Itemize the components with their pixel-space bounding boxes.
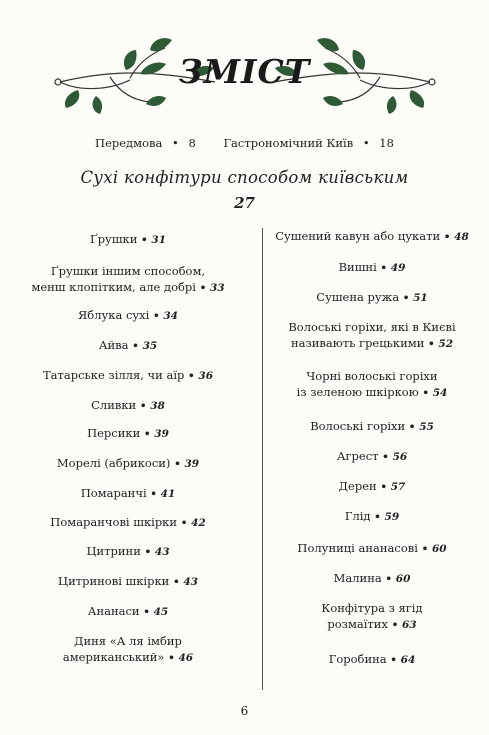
toc-entry[interactable] [6, 337, 250, 354]
toc-entry[interactable] [262, 289, 482, 306]
toc-entry[interactable] [6, 425, 250, 442]
toc-page-number: • 36 [184, 370, 214, 382]
toc-entry[interactable] [6, 231, 250, 248]
toc-page-number: • 59 [370, 511, 400, 523]
toc-page-number: • 38 [136, 400, 165, 412]
section-title: Сухі конфітури способом київським [80, 168, 409, 187]
toc-entry-title: Полуниці ананасові • 60 [297, 541, 447, 555]
toc-page-number: • 42 [177, 517, 206, 529]
toc-entry-title: Ананаси • 45 [87, 604, 169, 618]
toc-entry-title: Татарське зілля, чи аїр • 36 [42, 368, 214, 382]
toc-entry-title: Волоські горіхи, які в Києві [288, 320, 456, 334]
toc-entry[interactable] [6, 263, 250, 296]
toc-entry-title: Ґрушки • 31 [89, 232, 167, 246]
page-number: 6 [240, 704, 249, 718]
toc-page-number: • 45 [139, 606, 169, 618]
toc-entry-title: Помаранчові шкірки • 42 [50, 515, 206, 529]
toc-entry[interactable] [262, 478, 482, 495]
toc-entry[interactable] [262, 319, 482, 352]
toc-page-number: • 56 [378, 451, 408, 463]
toc-page-number: • 35 [128, 340, 158, 352]
toc-entry[interactable] [6, 307, 250, 324]
toc-entry[interactable] [6, 397, 250, 414]
toc-entry-title: Яблука сухі • 34 [77, 308, 178, 322]
toc-entry-title: Дерен • 57 [338, 479, 406, 493]
intro-entry: Передмова • 8 [95, 136, 196, 150]
toc-entry-title: Волоські горіхи • 55 [310, 419, 434, 433]
toc-page-number: • 39 [140, 428, 169, 440]
toc-page-number: • 64 [386, 654, 416, 666]
toc-entry-title: Сушена ружа • 51 [316, 290, 428, 304]
toc-entry[interactable] [6, 543, 250, 560]
toc-page-number: • 46 [164, 652, 194, 664]
toc-entry-title: Цитринові шкірки • 43 [58, 574, 198, 588]
toc-page-number: • 63 [387, 619, 417, 631]
toc-entry[interactable] [6, 485, 250, 502]
toc-entry[interactable] [262, 418, 482, 435]
toc-entry[interactable] [262, 508, 482, 525]
toc-entry-title: Глід • 59 [344, 509, 400, 523]
toc-entry-title: Айва • 35 [98, 338, 158, 352]
toc-entry[interactable] [6, 514, 250, 531]
toc-entry[interactable] [6, 603, 250, 620]
intro-line [0, 136, 489, 150]
toc-entry[interactable] [262, 540, 482, 557]
toc-page-number: • 60 [417, 543, 447, 555]
toc-page-number: • 57 [376, 481, 406, 493]
toc-entry-title: Агрест • 56 [336, 449, 408, 463]
toc-page-number: • 49 [376, 262, 406, 274]
toc-page-number: • 51 [399, 292, 428, 304]
toc-entry[interactable] [262, 228, 482, 245]
toc-page-number: • 39 [170, 458, 200, 470]
toc-entry[interactable] [6, 367, 250, 384]
toc-entry-title: Морелі (абрикоси) • 39 [56, 456, 200, 470]
toc-entry-title: Вишні • 49 [338, 260, 406, 274]
toc-entry-title: Диня «А ля імбир [74, 634, 182, 648]
toc-entry-title: Цитрини • 43 [86, 544, 170, 558]
toc-entry[interactable] [262, 570, 482, 587]
toc-entry-title: Сливки • 38 [91, 398, 165, 412]
toc-page-number: • 33 [195, 282, 225, 294]
toc-entry-title-cont: американський» • 46 [62, 650, 194, 664]
toc-page-number: • 48 [440, 231, 469, 243]
toc-entry-title: Горобина • 64 [328, 652, 416, 666]
toc-page-number: • 60 [381, 573, 411, 585]
toc-entry-title: Ґрушки іншим способом, [50, 264, 206, 278]
section-page-number: 27 [234, 194, 255, 212]
intro-entry: Гастрономічний Київ • 18 [223, 136, 394, 150]
toc-entry[interactable] [6, 573, 250, 590]
toc-page-number: • 41 [146, 488, 176, 500]
toc-entry-title-cont: із зеленою шкіркою • 54 [296, 385, 448, 399]
toc-entry[interactable] [262, 259, 482, 276]
toc-entry-title: Малина • 60 [333, 571, 411, 585]
toc-page-number: • 31 [137, 234, 167, 246]
toc-entry[interactable] [6, 455, 250, 472]
toc-entry-title: Конфітура з ягід [321, 601, 423, 615]
toc-entry-title: Сушений кавун або цукати • 48 [275, 229, 469, 243]
toc-page-number: • 43 [140, 546, 170, 558]
toc-entry-title: Персики • 39 [87, 426, 169, 440]
toc-page-number: • 43 [169, 576, 198, 588]
page-title: ЗМІСТ [178, 52, 311, 91]
toc-page-number: • 52 [424, 338, 454, 350]
toc-entry-title-cont: розмаїтих • 63 [327, 617, 417, 631]
toc-entry[interactable] [262, 448, 482, 465]
toc-entry-title-cont: менш клопітким, але добрі • 33 [31, 280, 225, 294]
toc-entry-title-cont: називають грецькими • 52 [290, 336, 454, 350]
toc-page-number: • 34 [149, 310, 178, 322]
toc-entry[interactable] [6, 633, 250, 666]
toc-entry-title: Помаранчі • 41 [80, 486, 176, 500]
toc-page-number: • 54 [418, 387, 448, 399]
toc-entry[interactable] [262, 651, 482, 668]
toc-entry-title: Чорні волоські горіхи [306, 369, 438, 383]
toc-entry[interactable] [262, 600, 482, 633]
toc-page-number: • 55 [405, 421, 434, 433]
toc-entry[interactable] [262, 368, 482, 401]
